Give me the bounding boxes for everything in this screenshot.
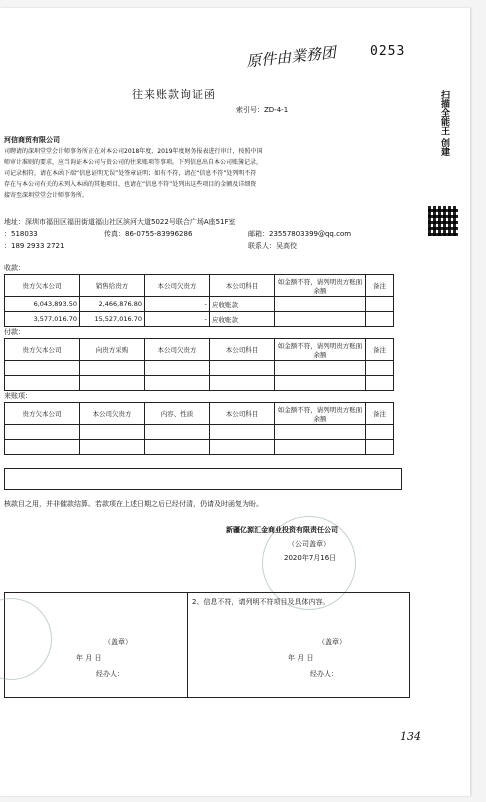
contact-person: 联系人：吴高佼 (248, 242, 297, 250)
table-header-row (5, 339, 394, 361)
side-scan-text: 扫描全能王 创建 (439, 90, 449, 157)
reply-box (4, 592, 410, 698)
table-cell: - (145, 297, 210, 312)
sender-seal-label: （公司盖章） (288, 540, 330, 548)
contact-email: 邮箱：23557803399@qq.com (248, 230, 352, 238)
handwritten-note: 原件由業務团 (245, 43, 337, 71)
table-cell: 应收账款 (210, 297, 275, 312)
intro-line-2: 师审计准则的要求，应当询证本公司与贵公司的往来账项等事项。下列信息出自本公司账簿记录， (4, 159, 263, 166)
table-row (5, 425, 394, 440)
header-cell: 本公司科目 (210, 275, 275, 297)
header-cell: 本公司科目 (210, 339, 275, 361)
table-row (5, 376, 394, 391)
closing-line: 核款目之用，并非催款结算。若款项在上述日期之后已经付清，仍请及时函复为盼。 (4, 500, 263, 508)
section1-label: 收款： (4, 264, 25, 272)
table-cell: 2,466,876.80 (80, 297, 145, 312)
reply-right-agent: 经办人： (310, 670, 338, 678)
reply-right-seal: （盖章） (318, 638, 346, 646)
page-number: 0253 (370, 44, 406, 59)
contact-postcode: ：518033 (4, 230, 38, 238)
table-cell: 应收账款 (210, 312, 275, 327)
header-cell: 本公司欠贵方 (80, 403, 145, 425)
header-cell: 本公司欠贵方 (145, 339, 210, 361)
table-cell (366, 297, 394, 312)
intro-line-3: 司记录相符，请在本函下端“信息证明无误”处签章证明；如有不符，请在“信息不符”处列明不符 (4, 170, 257, 177)
section2-label: 付款： (4, 328, 25, 336)
intro-line-4: 存在与本公司有关的未列入本函的其他项目，也请在“信息不符”处列出这些项目的金额及详细资 (4, 181, 257, 188)
reply-right-date: 年 月 日 (288, 654, 314, 662)
remarks-box (4, 468, 402, 490)
table-row (5, 312, 394, 327)
contact-fax: 传真：86-0755-83996286 (104, 230, 193, 238)
reply-left-agent: 经办人： (96, 670, 124, 678)
table-cell: 6,043,893.50 (5, 297, 80, 312)
table-header-row (5, 275, 394, 297)
other-items-table (4, 402, 394, 455)
table-cell: - (145, 312, 210, 327)
table-cell (366, 312, 394, 327)
receivables-table (4, 274, 394, 327)
table-cell: 3,577,016.70 (5, 312, 80, 327)
header-cell: 销售给贵方 (80, 275, 145, 297)
index-number: 索引号：ZD-4-1 (236, 106, 289, 114)
recipient: 河信商贸有限公司 (4, 136, 60, 144)
qr-code (428, 206, 458, 236)
contact-phone: ：189 2933 2721 (4, 242, 65, 250)
header-cell: 向贵方采购 (80, 339, 145, 361)
header-cell: 如金额不符，请列明贵方账面余额 (275, 403, 366, 425)
header-cell: 贵方欠本公司 (5, 339, 80, 361)
document-sheet (0, 8, 470, 796)
table-row (5, 297, 394, 312)
table-cell: 15,527,016.70 (80, 312, 145, 327)
table-row (5, 440, 394, 455)
header-cell: 备注 (366, 403, 394, 425)
payables-table (4, 338, 394, 391)
side-scan-watermark (438, 90, 460, 220)
intro-line-5: 接寄至深圳堂堂会计师事务所。 (4, 192, 89, 199)
table-cell (275, 297, 366, 312)
handwritten-number: 134 (400, 730, 421, 743)
header-cell: 贵方欠本公司 (5, 403, 80, 425)
sender-date: 2020年7月16日 (284, 554, 337, 562)
header-cell: 内容、性质 (145, 403, 210, 425)
reply-left-date: 年 月 日 (76, 654, 102, 662)
header-cell: 备注 (366, 275, 394, 297)
header-cell: 如金额不符，请列明贵方账面余额 (275, 275, 366, 297)
reply-right-title: 2、信息不符，请列明不符项目及具体内容。 (192, 598, 330, 606)
document-title: 往来账款询证函 (132, 88, 216, 101)
table-row (5, 361, 394, 376)
intro-line-1: 司聘请的深圳堂堂会计师事务所正在对本公司2018年度、2019年度财务报表进行审计，按照中国 (4, 148, 263, 155)
table-header-row (5, 403, 394, 425)
section3-label: 来账项： (4, 392, 32, 400)
reply-left-seal: （盖章） (104, 638, 132, 646)
header-cell: 如金额不符，请列明贵方账面余额 (275, 339, 366, 361)
header-cell: 贵方欠本公司 (5, 275, 80, 297)
sender-company: 新疆亿源汇金商业投资有限责任公司 (226, 526, 338, 534)
header-cell: 备注 (366, 339, 394, 361)
contact-address: 地址：深圳市福田区福田街道福山社区滨河大道5022号联合广场A座51F室 (4, 218, 236, 226)
table-cell (275, 312, 366, 327)
header-cell: 本公司欠贵方 (145, 275, 210, 297)
header-cell: 本公司科目 (210, 403, 275, 425)
